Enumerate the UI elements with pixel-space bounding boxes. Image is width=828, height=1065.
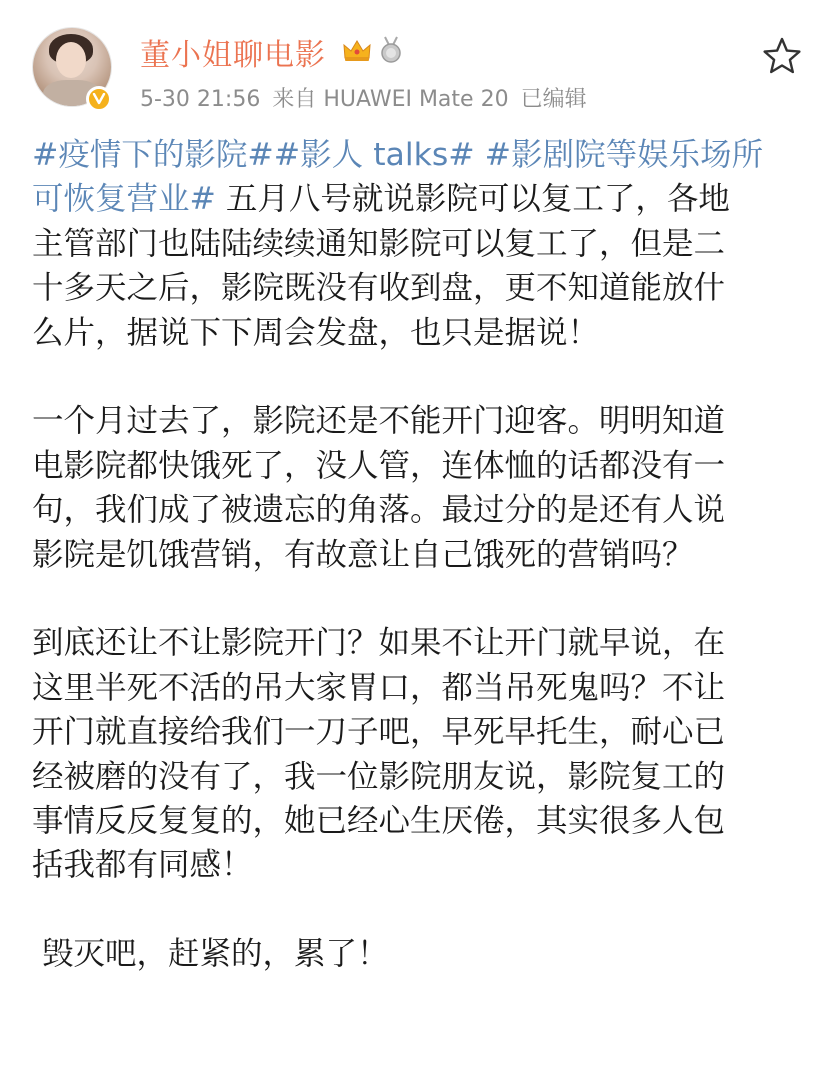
- verified-badge-icon: [86, 86, 112, 112]
- content-line: 么片，据说下下周会发盘，也只是据说！: [32, 314, 600, 351]
- content-line: 括我都有同感！: [32, 847, 253, 884]
- content-line: [32, 133, 802, 177]
- crown-icon: [342, 38, 372, 62]
- post-date: 5-30 21:56: [140, 87, 261, 112]
- content-line: 开门就直接给我们一刀子吧，早死早托生，耐心已: [32, 714, 726, 751]
- content-line: 句，我们成了被遗忘的角落。最过分的是还有人说: [32, 492, 726, 529]
- username[interactable]: 董小姐聊电影: [140, 38, 326, 73]
- content-line: 十多天之后，影院既没有收到盘，更不知道能放什: [32, 270, 726, 307]
- post-meta: [140, 82, 599, 113]
- content-line: 主管部门也陆陆续续通知影院可以复工了，但是二: [32, 225, 726, 262]
- post-header: [0, 0, 828, 120]
- post-content: [32, 133, 802, 977]
- topic-link[interactable]: #疫情下的影院##影人 talks#: [32, 137, 475, 173]
- content-line: 事情反反复复的，她已经心生厌倦，其实很多人包: [32, 803, 726, 840]
- topic-link[interactable]: #影剧院等娱乐场所: [484, 137, 764, 173]
- post-source: 来自 HUAWEI Mate 20: [272, 87, 509, 112]
- star-outline-icon[interactable]: [760, 34, 804, 78]
- content-line: 毁灭吧，赶紧的，累了！: [32, 936, 389, 973]
- paragraph-4: [32, 932, 802, 976]
- post-edited: 已编辑: [520, 87, 587, 112]
- content-line: 到底还让不让影院开门？如果不让开门就早说，在: [32, 625, 726, 662]
- content-line: 可恢复营业# 五月八号就说影院可以复工了，各地: [32, 181, 730, 218]
- topic-link[interactable]: 可恢复营业#: [32, 181, 216, 218]
- paragraph-3: [32, 621, 802, 887]
- paragraph-2: [32, 399, 802, 577]
- content-line: 经被磨的没有了，我一位影院朋友说，影院复工的: [32, 758, 726, 795]
- content-line: 影院是饥饿营销，有故意让自己饿死的营销吗？: [32, 536, 694, 573]
- paragraph-1: [32, 133, 802, 355]
- content-line: 这里半死不活的吊大家胃口，都当吊死鬼吗？不让: [32, 669, 726, 706]
- content-line: 电影院都快饿死了，没人管，连体恤的话都没有一: [32, 447, 726, 484]
- content-line: 一个月过去了，影院还是不能开门迎客。明明知道: [32, 403, 726, 440]
- medal-icon: [378, 36, 404, 64]
